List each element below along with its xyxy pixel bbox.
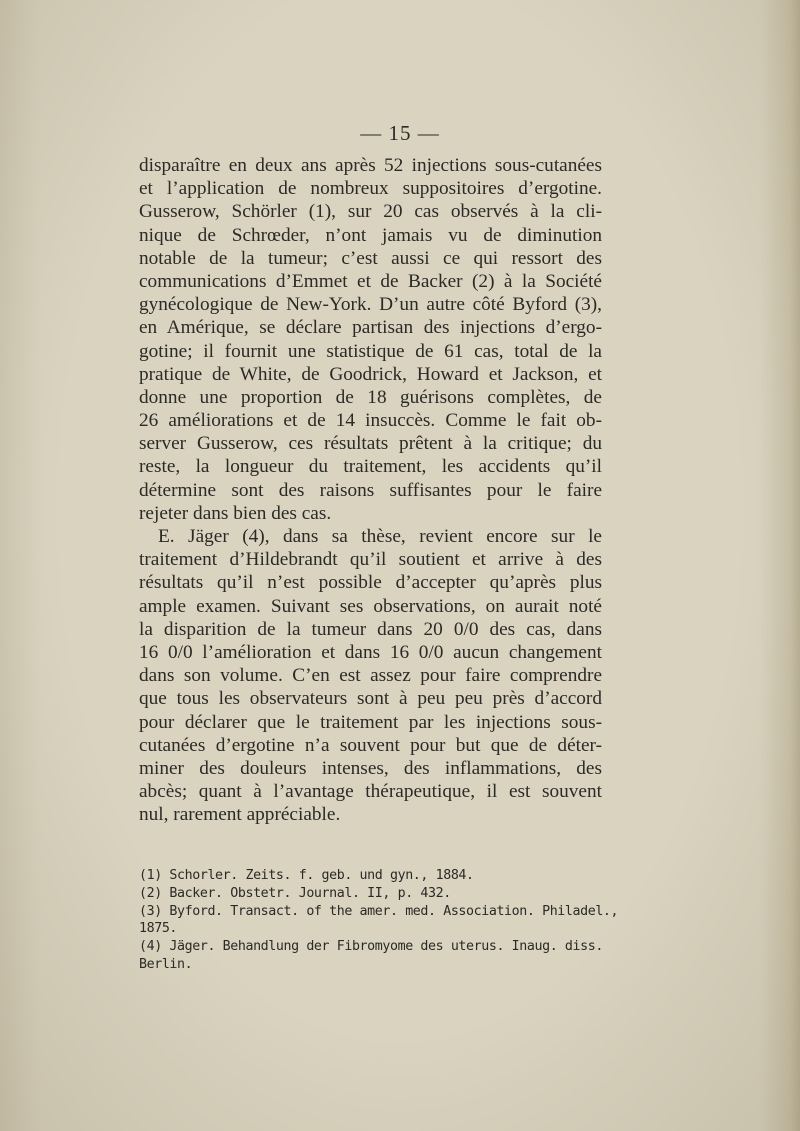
footnote-4-continuation: Berlin. xyxy=(139,956,193,972)
text-line: et l’application de nombreux suppositoires d’ergotine. xyxy=(139,178,602,200)
text-line: 16 0/0 l’amélioration et dans 16 0/0 aucun changement xyxy=(139,641,602,663)
footnotes xyxy=(139,867,619,974)
text-line: disparaître en deux ans après 52 injections sous-cutanées xyxy=(139,155,602,176)
text-line: gotine; il fournit une statistique de 61 cas, total de la xyxy=(139,340,602,362)
text-line: gynécologique de New-York. D’un autre côté Byford (3), xyxy=(139,294,602,316)
text-line: pratique de White, de Goodrick, Howard et Jackson, et xyxy=(139,363,602,385)
text-line: miner des douleurs intenses, des inflammations, des xyxy=(139,757,602,779)
text-line: la disparition de la tumeur dans 20 0/0 des cas, dans xyxy=(139,618,602,640)
text-line: rejeter dans bien des cas. xyxy=(139,502,332,524)
text-line: que tous les observateurs sont à peu peu près d’accord xyxy=(139,688,602,710)
text-line: abcès; quant à l’avantage thérapeutique, il est souvent xyxy=(139,781,602,803)
text-line: résultats qu’il n’est possible d’accepter qu’après plus xyxy=(139,572,602,594)
footnote-1: (1) Schorler. Zeits. f. geb. und gyn., 1884. xyxy=(139,868,474,883)
footnote-3: (3) Byford. Transact. of the amer. med. Association. Philadel., xyxy=(139,903,619,919)
text-line: en Amérique, se déclare partisan des injections d’ergo- xyxy=(139,317,602,339)
text-line: communications d’Emmet et de Backer (2) à la Société xyxy=(139,270,602,292)
text-line: donne une proportion de 18 guérisons complètes, de xyxy=(139,386,602,408)
text-line: dans son volume. C’en est assez pour faire comprendre xyxy=(139,665,602,687)
text-line: ample examen. Suivant ses observations, on aurait noté xyxy=(139,595,602,617)
page-number: — 15 — xyxy=(360,121,440,145)
paragraph-1 xyxy=(139,154,602,525)
text-line: détermine sont des raisons suffisantes pour le faire xyxy=(139,479,602,501)
paragraph-2 xyxy=(139,525,602,826)
text-line: Gusserow, Schörler (1), sur 20 cas observés à la cli- xyxy=(139,201,602,223)
footnote-2: (2) Backer. Obstetr. Journal. II, p. 432. xyxy=(139,885,451,901)
text-line: traitement d’Hildebrandt qu’il soutient et arrive à des xyxy=(139,549,602,571)
body-text xyxy=(139,154,602,826)
text-line: nul, rarement appréciable. xyxy=(139,804,341,826)
text-line: server Gusserow, ces résultats prêtent à la critique; du xyxy=(139,433,602,455)
text-line: 26 améliorations et de 14 insuccès. Comme le fait ob- xyxy=(139,410,602,432)
text-line: nique de Schrœder, n’ont jamais vu de diminution xyxy=(139,224,602,246)
footnote-4: (4) Jäger. Behandlung der Fibromyome des uterus. Inaug. diss. xyxy=(139,939,603,955)
text-line: E. Jäger (4), dans sa thèse, revient encore sur le xyxy=(158,526,602,547)
text-line: notable de la tumeur; c’est aussi ce qui ressort des xyxy=(139,247,602,269)
footnote-3-continuation: 1875. xyxy=(139,921,178,937)
text-line: pour déclarer que le traitement par les injections sous- xyxy=(139,711,602,733)
text-line: reste, la longueur du traitement, les accidents qu’il xyxy=(139,456,602,478)
text-line: cutanées d’ergotine n’a souvent pour but que de déter- xyxy=(139,734,602,756)
